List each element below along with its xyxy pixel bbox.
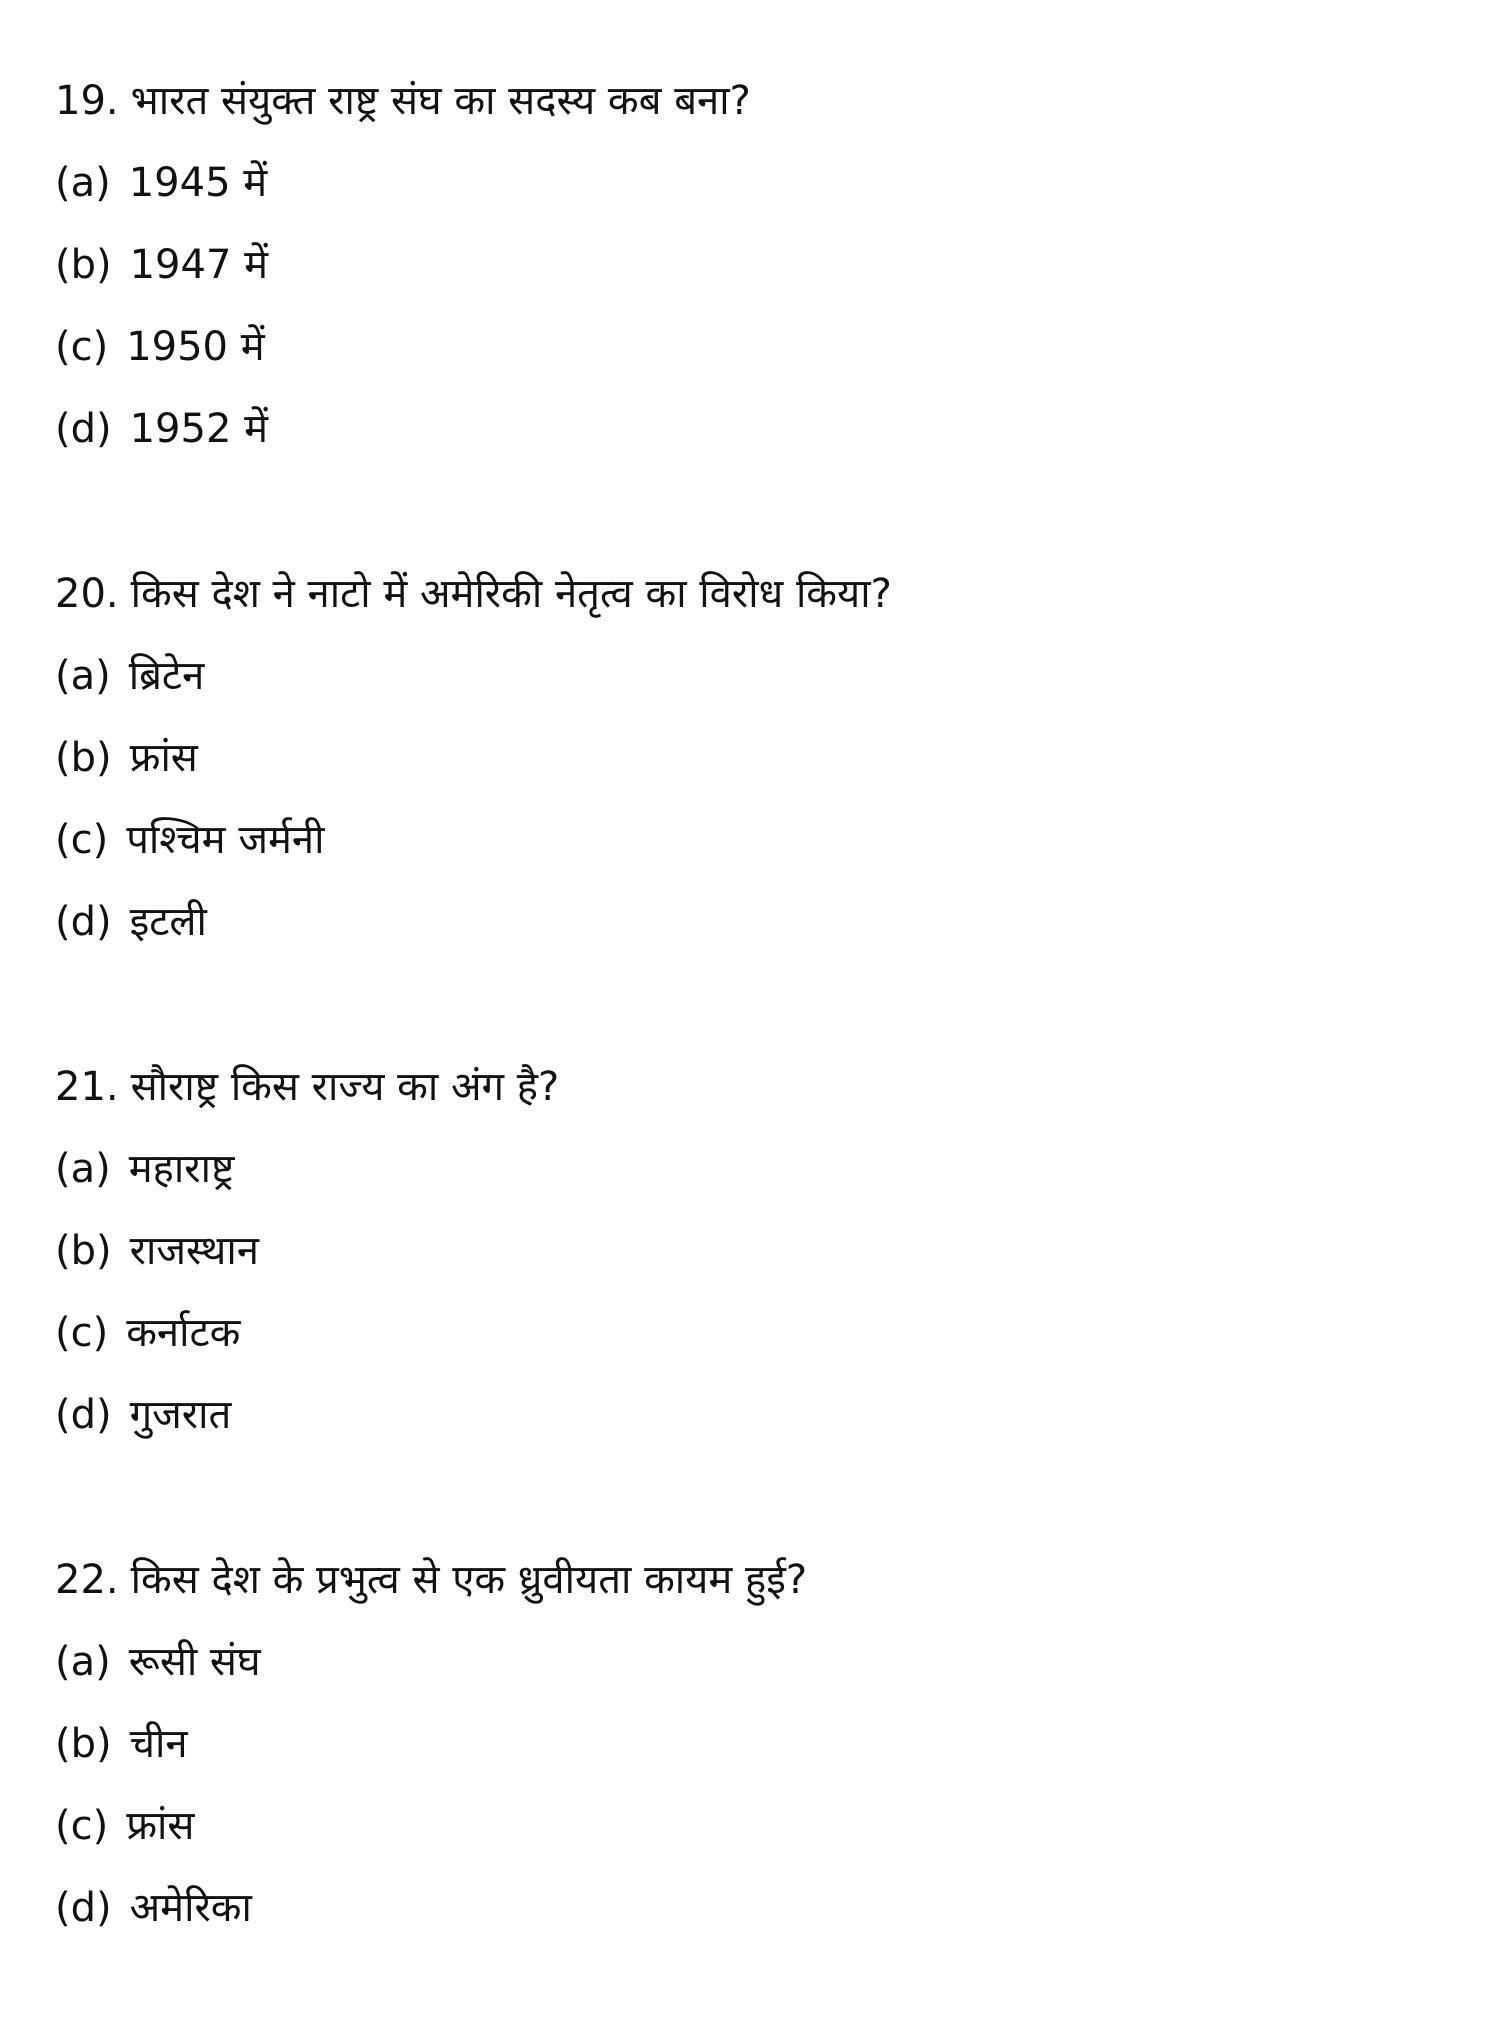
- question-text: भारत संयुक्त राष्ट्र संघ का सदस्य कब बना?: [130, 78, 751, 124]
- option-text: 1952 में: [129, 406, 269, 452]
- option-text: फ्रांस: [126, 1803, 195, 1849]
- question-21: [55, 1046, 1455, 1456]
- option-b: [55, 1703, 1455, 1785]
- option-text: कर्नाटक: [126, 1310, 241, 1356]
- option-label: (a): [55, 653, 111, 699]
- option-a: [55, 142, 1455, 224]
- option-b: [55, 224, 1455, 306]
- option-b: [55, 717, 1455, 799]
- option-label: (d): [55, 1885, 112, 1931]
- option-c: [55, 1785, 1455, 1867]
- option-label: (b): [55, 735, 112, 781]
- question-line: [55, 1539, 1455, 1621]
- question-line: [55, 60, 1455, 142]
- option-label: (d): [55, 899, 112, 945]
- option-label: (c): [55, 1310, 109, 1356]
- option-text: फ्रांस: [129, 735, 198, 781]
- option-d: [55, 881, 1455, 963]
- option-label: (d): [55, 406, 112, 452]
- question-20: [55, 553, 1455, 963]
- option-text: राजस्थान: [129, 1228, 259, 1274]
- option-text: 1950 में: [126, 324, 265, 370]
- option-a: [55, 635, 1455, 717]
- question-text: किस देश ने नाटो में अमेरिकी नेतृत्व का विरोध किया?: [130, 571, 892, 617]
- question-number: 19.: [55, 78, 119, 124]
- question-22: [55, 1539, 1455, 1949]
- question-text: किस देश के प्रभुत्व से एक ध्रुवीयता कायम हुई?: [130, 1557, 808, 1603]
- option-a: [55, 1621, 1455, 1703]
- option-label: (c): [55, 1803, 109, 1849]
- question-19: [55, 60, 1455, 470]
- option-d: [55, 388, 1455, 470]
- option-text: इटली: [129, 899, 207, 945]
- question-text: सौराष्ट्र किस राज्य का अंग है?: [130, 1064, 560, 1110]
- option-text: ब्रिटेन: [128, 653, 205, 699]
- option-text: गुजरात: [129, 1392, 232, 1438]
- option-text: चीन: [129, 1721, 188, 1767]
- question-line: [55, 553, 1455, 635]
- option-label: (b): [55, 1721, 112, 1767]
- option-c: [55, 799, 1455, 881]
- option-text: अमेरिका: [129, 1885, 252, 1931]
- option-d: [55, 1867, 1455, 1949]
- option-text: 1947 में: [129, 242, 269, 288]
- option-a: [55, 1128, 1455, 1210]
- option-b: [55, 1210, 1455, 1292]
- option-label: (a): [55, 1146, 111, 1192]
- option-text: पश्चिम जर्मनी: [126, 817, 325, 863]
- question-number: 20.: [55, 571, 119, 617]
- question-line: [55, 1046, 1455, 1128]
- option-label: (b): [55, 242, 112, 288]
- option-label: (a): [55, 1639, 111, 1685]
- option-label: (c): [55, 817, 109, 863]
- option-label: (d): [55, 1392, 112, 1438]
- question-number: 22.: [55, 1557, 119, 1603]
- question-number: 21.: [55, 1064, 119, 1110]
- option-d: [55, 1374, 1455, 1456]
- option-label: (b): [55, 1228, 112, 1274]
- option-label: (a): [55, 160, 111, 206]
- option-text: 1945 में: [128, 160, 268, 206]
- option-c: [55, 1292, 1455, 1374]
- option-c: [55, 306, 1455, 388]
- option-label: (c): [55, 324, 109, 370]
- option-text: रूसी संघ: [128, 1639, 261, 1685]
- option-text: महाराष्ट्र: [128, 1146, 235, 1192]
